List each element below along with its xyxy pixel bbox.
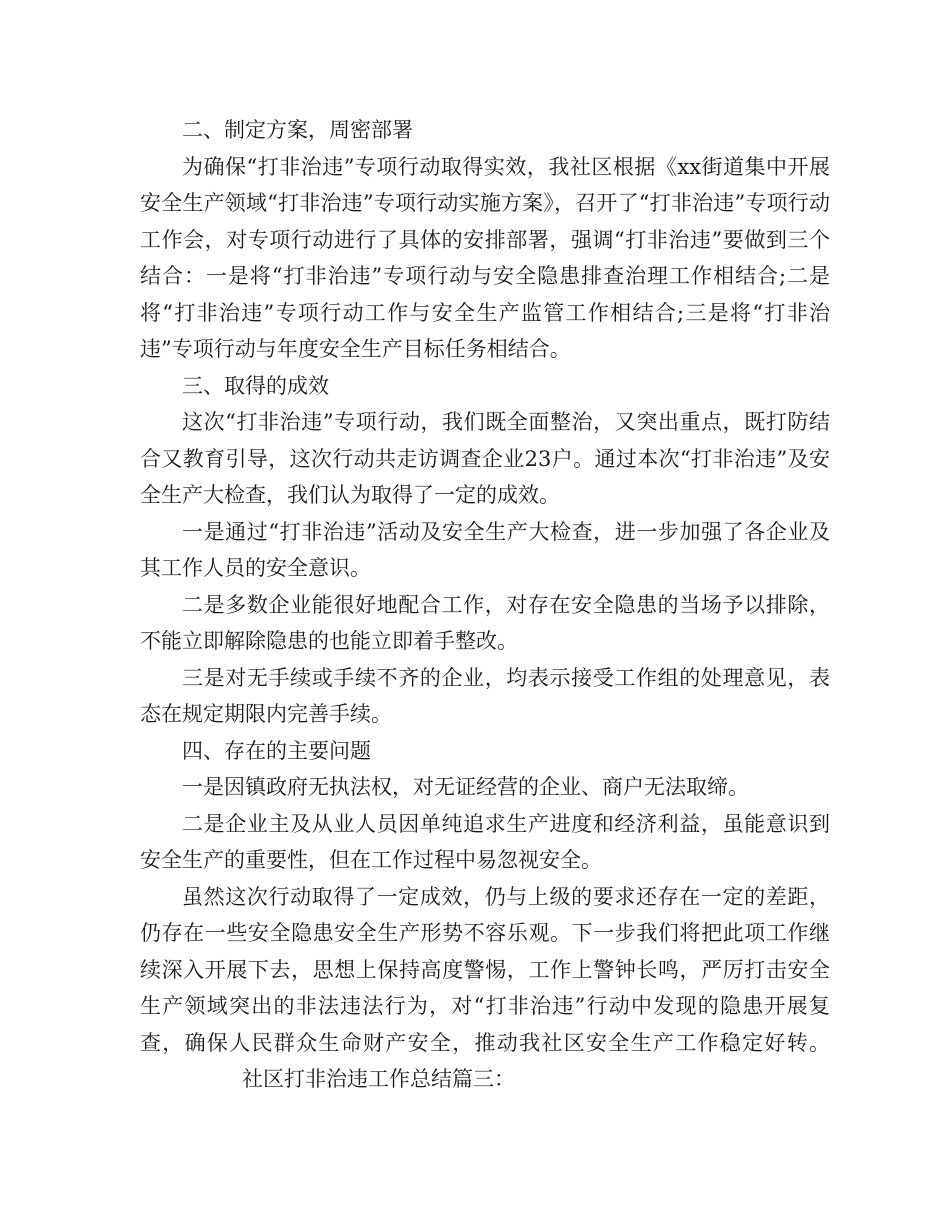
paragraph-conclusion (140, 879, 830, 1098)
paragraph-result-2: 二是多数企业能很好地配合工作，对存在安全隐患的当场予以排除，不能立即解除隐患的也能立即着手整改。 (140, 592, 830, 653)
paragraph-result-1: 一是通过“打非治违”活动及安全生产大检查，进一步加强了各企业及其工作人员的安全意识。 (140, 519, 830, 580)
section-heading-2: 二、制定方案，周密部署 (182, 118, 413, 142)
section-heading-4: 四、存在的主要问题 (182, 738, 371, 763)
paragraph-plan: 为确保“打非治违”专项行动取得实效，我社区根据《xx街道集中开展安全生产领域“打非治违”专项行动实施方案》，召开了“打非治违”专项行动工作会，对专项行动进行了具体的安排部署，强调“打非治违”要做到三个结合：一是将“打非治违”专项行动与安全隐患排查治理工作相结合;二是将“打非治违”专项行动工作与安全生产监管工作相结合;三是将“打非治违”专项行动与年度安全生产目标任务相结合。 (140, 154, 830, 361)
document-page (140, 112, 830, 1098)
paragraph-result-3: 三是对无手续或手续不齐的企业，均表示接受工作组的处理意见，表态在规定期限内完善手续。 (140, 665, 830, 726)
paragraph-conclusion-text: 虽然这次行动取得了一定成效，仍与上级的要求还存在一定的差距，仍存在一些安全隐患安全生产形势不容乐观。下一步我们将把此项工作继续深入开展下去，思想上保持高度警惕，工作上警钟长鸣，严厉打击安全生产领域突出的非法违法行为，对“打非治违”行动中发现的隐患开展复查，确保人民群众生命财产安全，推动我社区安全生产工作稳定好转。 (140, 884, 830, 1055)
paragraph-problem-1: 一是因镇政府无执法权，对无证经营的企业、商户无法取缔。 (182, 775, 749, 799)
paragraph-results-intro: 这次“打非治违”专项行动，我们既全面整治，又突出重点，既打防结合又教育引导，这次行动共走访调查企业23户。通过本次“打非治违”及安全生产大检查，我们认为取得了一定的成效。 (140, 410, 830, 507)
next-article-title: 社区打非治违工作总结篇三： (242, 1067, 515, 1091)
paragraph-problem-2: 二是企业主及从业人员因单纯追求生产进度和经济利益，虽能意识到安全生产的重要性，但在工作过程中易忽视安全。 (140, 811, 830, 872)
section-heading-3: 三、取得的成效 (182, 373, 329, 398)
